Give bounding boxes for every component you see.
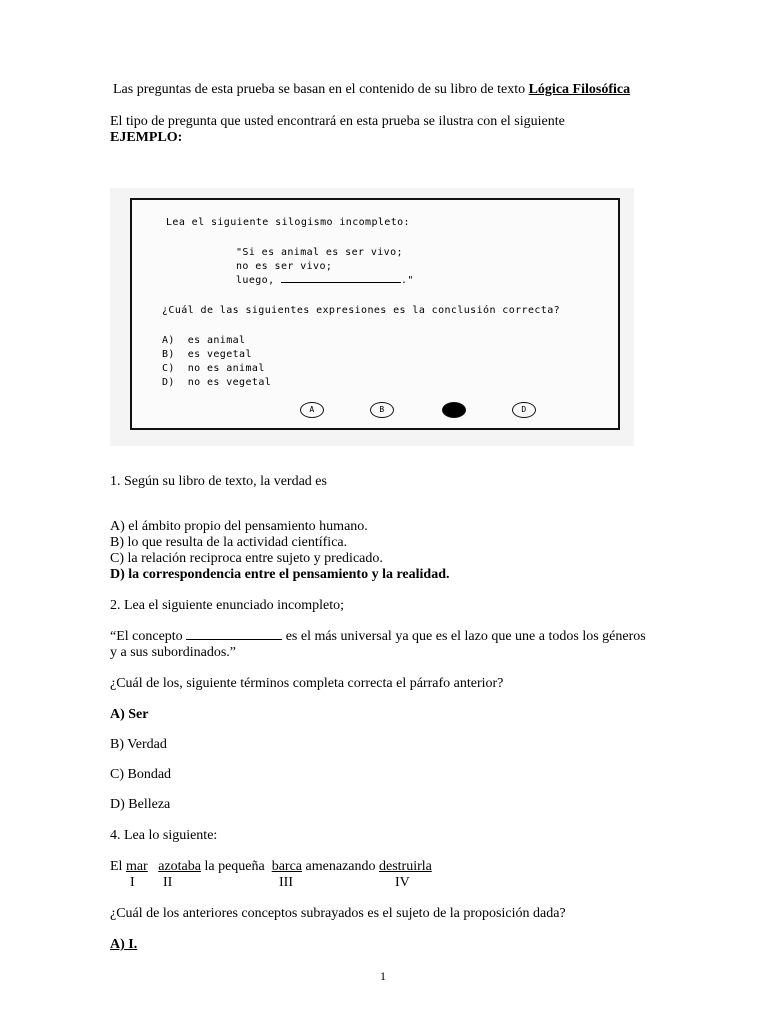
q1-option-c: C) la relación reciproca entre sujeto y predicado.: [110, 551, 383, 566]
word-destruirla: destruirla: [379, 859, 432, 874]
q2-quote-line1: [110, 629, 646, 645]
q2-quote-line2: y a sus subordinados.”: [110, 645, 236, 660]
roman-i: I: [130, 875, 135, 890]
page-number: 1: [380, 969, 386, 983]
option-text: es vegetal: [187, 349, 252, 360]
roman-ii: II: [163, 875, 173, 890]
option-text: es animal: [187, 335, 246, 346]
q2-quote-start: “El concepto: [110, 629, 183, 644]
example-option-a: [162, 334, 245, 347]
answer-bubble-c-filled: [442, 402, 466, 418]
word-el: El: [110, 859, 123, 874]
option-letter: C): [162, 363, 175, 374]
answer-bubble-d: D: [512, 402, 536, 418]
q2-question: ¿Cuál de los, siguiente términos completa correcta el párrafo anterior?: [110, 676, 504, 691]
roman-iv: IV: [395, 875, 410, 890]
example-option-d: [162, 376, 271, 389]
option-letter: D): [162, 377, 175, 388]
word-azotaba: azotaba: [158, 859, 201, 874]
example-blank: [281, 282, 401, 283]
example-question: ¿Cuál de las siguientes expresiones es la conclusión correcta?: [162, 305, 561, 316]
example-line-3: [236, 274, 414, 287]
option-letter: B): [162, 349, 175, 360]
example-heading: EJEMPLO:: [110, 130, 183, 145]
intro-text: Las preguntas de esta prueba se basan en el contenido de su libro de texto: [113, 82, 529, 97]
q2-blank: [186, 639, 282, 640]
option-text: no es vegetal: [187, 377, 272, 388]
option-letter: A): [162, 335, 175, 346]
q2-option-d: D) Belleza: [110, 797, 171, 812]
q2-quote-rest: es el más universal ya que es el lazo que une a todos los géneros: [285, 629, 646, 644]
word-mar: mar: [125, 859, 148, 874]
q4-sentence: [110, 859, 432, 875]
example-line-2: no es ser vivo;: [236, 261, 333, 272]
example-line-3-prefix: luego,: [236, 275, 275, 286]
q1-stem: 1. Según su libro de texto, la verdad es: [110, 474, 327, 489]
type-text: El tipo de pregunta que usted encontrará en esta prueba se ilustra con el siguiente: [110, 114, 565, 129]
roman-iii: III: [279, 875, 293, 890]
option-text: no es animal: [187, 363, 265, 374]
q4-stem: 4. Lea lo siguiente:: [110, 828, 218, 843]
example-line-1: "Si es animal es ser vivo;: [236, 247, 403, 258]
answer-bubble-a: A: [300, 402, 324, 418]
q1-option-a: A) el ámbito propio del pensamiento humano.: [110, 519, 368, 534]
q2-option-b: B) Verdad: [110, 737, 167, 752]
example-option-c: [162, 362, 265, 375]
q2-stem: 2. Lea el siguiente enunciado incompleto;: [110, 598, 345, 613]
intro-line: [113, 82, 630, 98]
q4-answer: A) I.: [110, 937, 138, 952]
example-line-3-suffix: .": [400, 275, 414, 286]
example-image: [110, 188, 634, 446]
q4-question: ¿Cuál de los anteriores conceptos subrayados es el sujeto de la proposición dada?: [110, 906, 566, 921]
q2-option-a: A) Ser: [110, 707, 149, 722]
q1-option-d: D) la correspondencia entre el pensamiento y la realidad.: [110, 567, 450, 582]
word-amenazando: amenazando: [305, 859, 376, 874]
word-barca: barca: [271, 859, 303, 874]
q2-option-c: C) Bondad: [110, 767, 172, 782]
answer-bubble-b: B: [370, 402, 394, 418]
book-title: Lógica Filosófica: [528, 82, 631, 97]
example-option-b: [162, 348, 252, 361]
q1-option-b: B) lo que resulta de la actividad científica.: [110, 535, 348, 550]
example-frame: [130, 198, 620, 430]
example-instruction: Lea el siguiente silogismo incompleto:: [166, 217, 410, 228]
word-la-pequena: la pequeña: [204, 859, 265, 874]
